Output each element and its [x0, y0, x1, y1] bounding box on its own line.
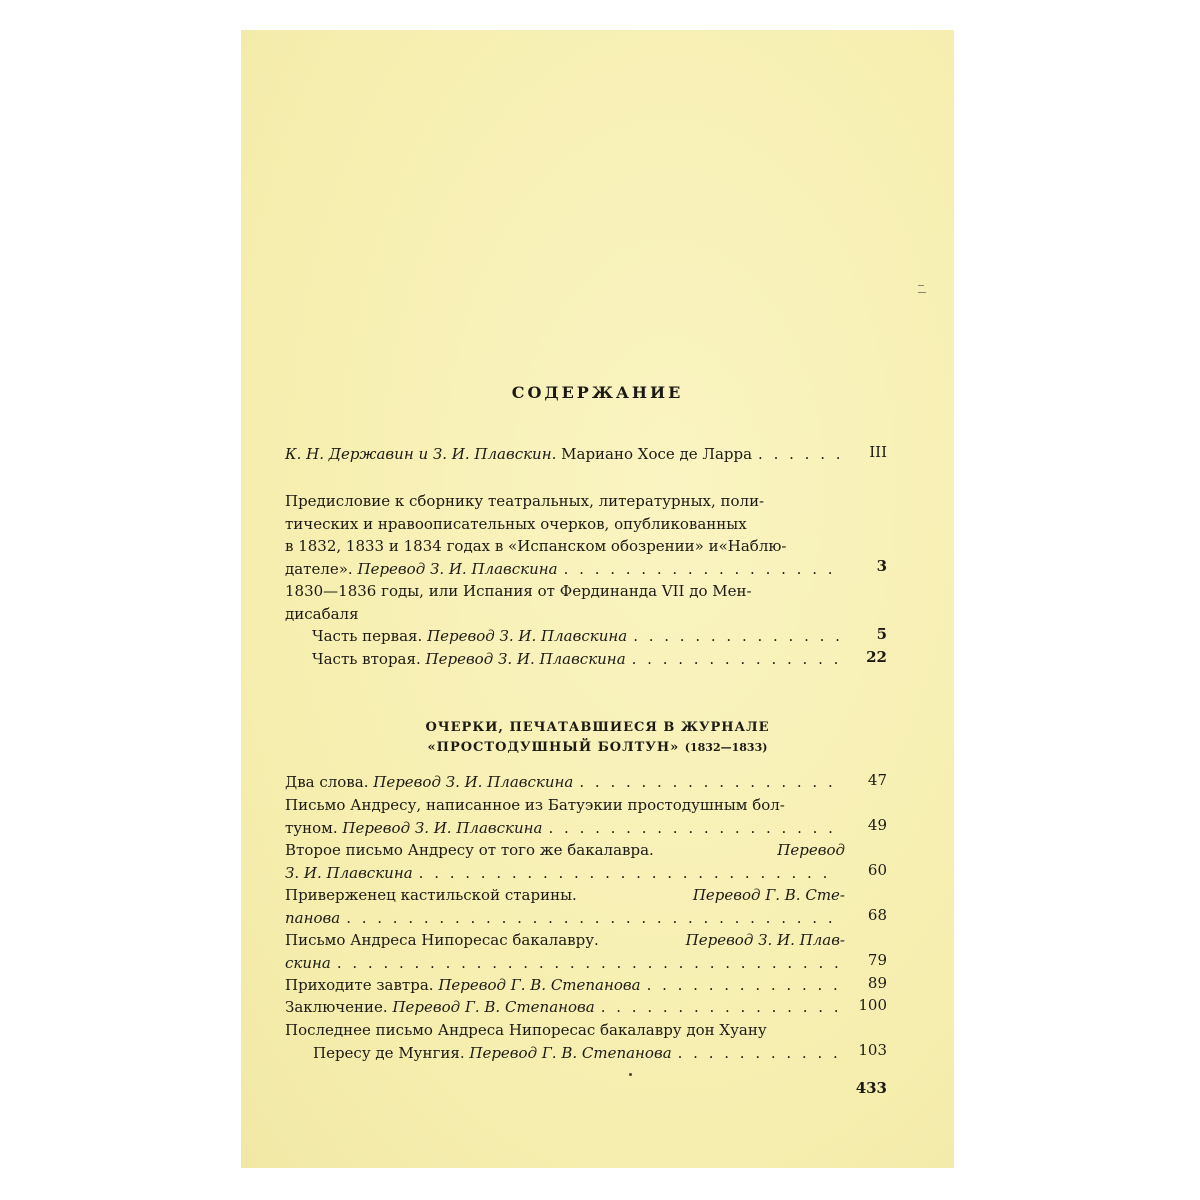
page-number: 47	[867, 771, 887, 789]
entry-translator: скина	[285, 953, 331, 972]
page-number: 3	[876, 557, 887, 575]
toc-entry	[285, 974, 845, 997]
page-number: 89	[867, 974, 887, 992]
entry-translator: Перевод З. И. Плав-	[685, 931, 845, 949]
entry-label: Часть первая.	[312, 627, 423, 645]
toc-subentry	[312, 625, 845, 648]
dot-leader	[564, 558, 839, 581]
book-page	[241, 30, 954, 1168]
entry-translator: Перевод З. И. Плавскина	[373, 773, 574, 791]
toc-entry	[285, 1019, 845, 1064]
entry-title: Письмо Андреса Нипоресас бакалавру.	[285, 931, 599, 949]
entry-translator: Перевод	[777, 841, 845, 859]
toc-entry	[285, 794, 845, 839]
entry-title: Заключение.	[285, 998, 388, 1016]
dot-leader	[678, 1042, 839, 1065]
entry-title: Пересу де Мунгия.	[313, 1043, 465, 1062]
page-number: 79	[867, 951, 887, 969]
print-mark	[918, 292, 926, 293]
entry-translator: Перевод Г. В. Степанова	[392, 998, 595, 1016]
entry-title: Два слова.	[285, 773, 369, 791]
toc-entry	[285, 771, 845, 794]
entry-title: туном.	[285, 818, 338, 837]
page-number: 60	[867, 861, 887, 879]
entry-line: Предисловие к сборнику театральных, литературных, поли-	[285, 492, 765, 510]
print-mark	[918, 285, 924, 286]
entry-title: Приверженец кастильской старины.	[285, 886, 577, 904]
toc-subentry	[312, 648, 845, 671]
page-number: 103	[858, 1041, 887, 1059]
entry-line: 1830—1836 годы, или Испания от Фердинанда VII до Мен-	[285, 582, 752, 600]
page-title: СОДЕРЖАНИЕ	[511, 383, 684, 402]
entry-translator: З. И. Плавскина	[285, 863, 413, 882]
page-number: 100	[858, 996, 887, 1014]
entry-line: Письмо Андресу, написанное из Батуэкии простодушным бол-	[285, 796, 785, 814]
entry-translator: Перевод Г. В. Сте-	[692, 886, 845, 904]
page-number: 5	[876, 625, 887, 643]
section-heading	[241, 718, 954, 758]
entry-translator: Перевод Г. В. Степанова	[438, 976, 641, 994]
entry-line: в 1832, 1833 и 1834 годах в «Испанском обозрении» и«Наблю-	[285, 537, 787, 555]
toc-entry	[285, 996, 845, 1019]
page-number: 68	[867, 906, 887, 924]
toc-entry	[285, 839, 845, 884]
entry-line: Последнее письмо Андреса Нипоресас бакалавру дон Хуану	[285, 1021, 767, 1039]
entry-translator: Перевод З. И. Плавскина	[425, 650, 626, 668]
entry-translator: панова	[285, 908, 341, 927]
print-speck	[629, 1073, 632, 1076]
entry-translator: Перевод Г. В. Степанова	[469, 1043, 672, 1062]
toc-entry	[285, 884, 845, 929]
dot-leader	[633, 625, 839, 648]
toc-entry	[285, 929, 845, 974]
page-number: III	[869, 443, 887, 461]
entry-translator: Перевод З. И. Плавскина	[427, 627, 628, 645]
dot-leader	[337, 952, 839, 975]
toc-entry	[285, 580, 845, 625]
entry-title: Мариано Хосе де Ларра	[561, 445, 753, 463]
dot-leader	[758, 443, 839, 466]
dot-leader	[647, 974, 839, 997]
dot-leader	[419, 862, 839, 885]
section-years: (1832—1833)	[684, 741, 768, 754]
entry-translator: Перевод З. И. Плавскина	[357, 559, 558, 578]
entry-author: К. Н. Державин и З. И. Плавскин.	[285, 445, 557, 463]
entry-title: Приходите завтра.	[285, 976, 434, 994]
entry-line: тических и нравоописательных очерков, опубликованных	[285, 514, 747, 533]
page-number: 22	[866, 648, 887, 666]
section-heading-line: «ПРОСТОДУШНЫЙ БОЛТУН»	[427, 740, 680, 755]
folio-number: 433	[855, 1079, 887, 1097]
entry-translator: Перевод З. И. Плавскина	[342, 818, 543, 837]
dot-leader	[601, 996, 839, 1019]
toc-entry	[285, 490, 845, 580]
page-number: 49	[867, 816, 887, 834]
entry-line: дателе».	[285, 559, 353, 578]
dot-leader	[579, 771, 839, 794]
entry-title: Второе письмо Андресу от того же бакалавра.	[285, 841, 654, 859]
dot-leader	[632, 648, 839, 671]
section-heading-line: ОЧЕРКИ, ПЕЧАТАВШИЕСЯ В ЖУРНАЛЕ	[425, 720, 770, 735]
entry-label: Часть вторая.	[312, 650, 421, 668]
toc-entry	[285, 443, 845, 466]
dot-leader	[549, 817, 840, 840]
dot-leader	[346, 907, 839, 930]
entry-line: дисабаля	[285, 604, 359, 623]
